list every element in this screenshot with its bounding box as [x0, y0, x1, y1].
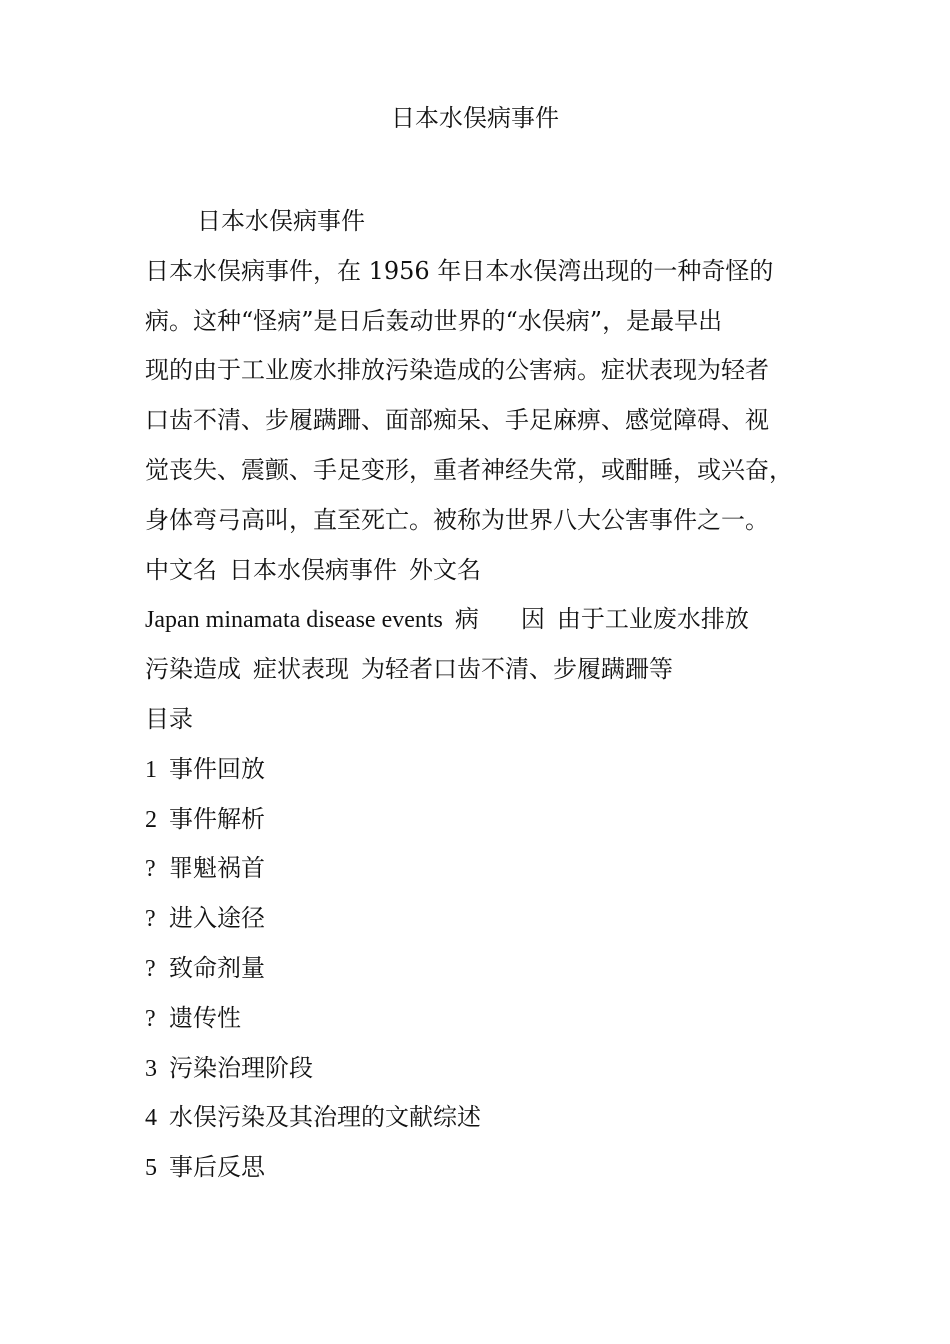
infobox-line-3: [145, 645, 815, 695]
paragraph-line: 日本水俣病事件，在 1956 年日本水俣湾出现的一种奇怪的: [145, 256, 774, 285]
cause-value: 由于工业废水排放: [556, 605, 749, 634]
toc-item-label: 水俣污染及其治理的文献综述: [169, 1103, 481, 1132]
document-title: 日本水俣病事件: [391, 104, 559, 132]
toc-item[interactable]: [145, 1143, 815, 1193]
paragraph-line: 身体弯弓高叫，直至死亡。被称为世界八大公害事件之一。: [145, 505, 769, 534]
toc-item-label: 进入途径: [169, 904, 265, 933]
chinese-name-value: 日本水俣病事件: [229, 555, 397, 584]
toc-item-number: ?: [145, 856, 156, 883]
chinese-name-label: 中文名: [145, 555, 217, 584]
toc-item-number: 2: [145, 806, 157, 833]
toc-item[interactable]: [145, 745, 815, 795]
foreign-name-value: Japan minamata disease events: [145, 607, 443, 634]
cause-value-continued: 污染造成: [145, 655, 241, 684]
toc-item-label: 事后反思: [169, 1153, 265, 1182]
toc-item-number: ?: [145, 906, 156, 933]
toc-item-label: 遗传性: [169, 1003, 241, 1032]
paragraph-line: 现的由于工业废水排放污染造成的公害病。症状表现为轻者: [145, 356, 769, 385]
toc-item[interactable]: [145, 795, 815, 845]
toc-item-number: 1: [145, 756, 157, 783]
toc-item[interactable]: [145, 994, 815, 1044]
paragraph-line: 病。这种“怪病”是日后轰动世界的“水俣病”，是最早出: [145, 306, 723, 335]
toc-item[interactable]: [145, 894, 815, 944]
toc-heading: 目录: [145, 704, 193, 733]
toc-item-number: ?: [145, 1005, 156, 1032]
foreign-name-label: 外文名: [409, 555, 481, 584]
cause-label-part-2: 因: [520, 605, 545, 634]
toc-item-label: 致命剂量: [169, 953, 265, 982]
toc-item[interactable]: [145, 1093, 815, 1143]
toc-item[interactable]: [145, 1044, 815, 1094]
toc-item-number: 5: [145, 1155, 157, 1182]
infobox-line-2: [145, 595, 815, 645]
cause-label-part-1: 病: [454, 605, 479, 634]
toc-item-label: 事件回放: [169, 754, 265, 783]
toc-item-label: 罪魁祸首: [169, 854, 265, 883]
toc-item-number: ?: [145, 955, 156, 982]
symptom-value: 为轻者口齿不清、步履蹒跚等: [361, 655, 673, 684]
toc-item-label: 事件解析: [169, 804, 265, 833]
toc-item[interactable]: [145, 844, 815, 894]
toc-item-number: 3: [145, 1055, 157, 1082]
paragraph-line: 觉丧失、震颤、手足变形，重者神经失常，或酣睡，或兴奋，: [145, 455, 793, 484]
paragraph-line: 口齿不清、步履蹒跚、面部痴呆、手足麻痹、感觉障碍、视: [145, 406, 769, 435]
infobox-line-1: [145, 546, 815, 596]
toc-item-label: 污染治理阶段: [169, 1053, 313, 1082]
toc-item-number: 4: [145, 1105, 157, 1132]
toc-item[interactable]: [145, 944, 815, 994]
symptom-label: 症状表现: [253, 655, 349, 684]
section-heading: 日本水俣病事件: [197, 207, 365, 235]
document-body: [145, 197, 815, 1193]
